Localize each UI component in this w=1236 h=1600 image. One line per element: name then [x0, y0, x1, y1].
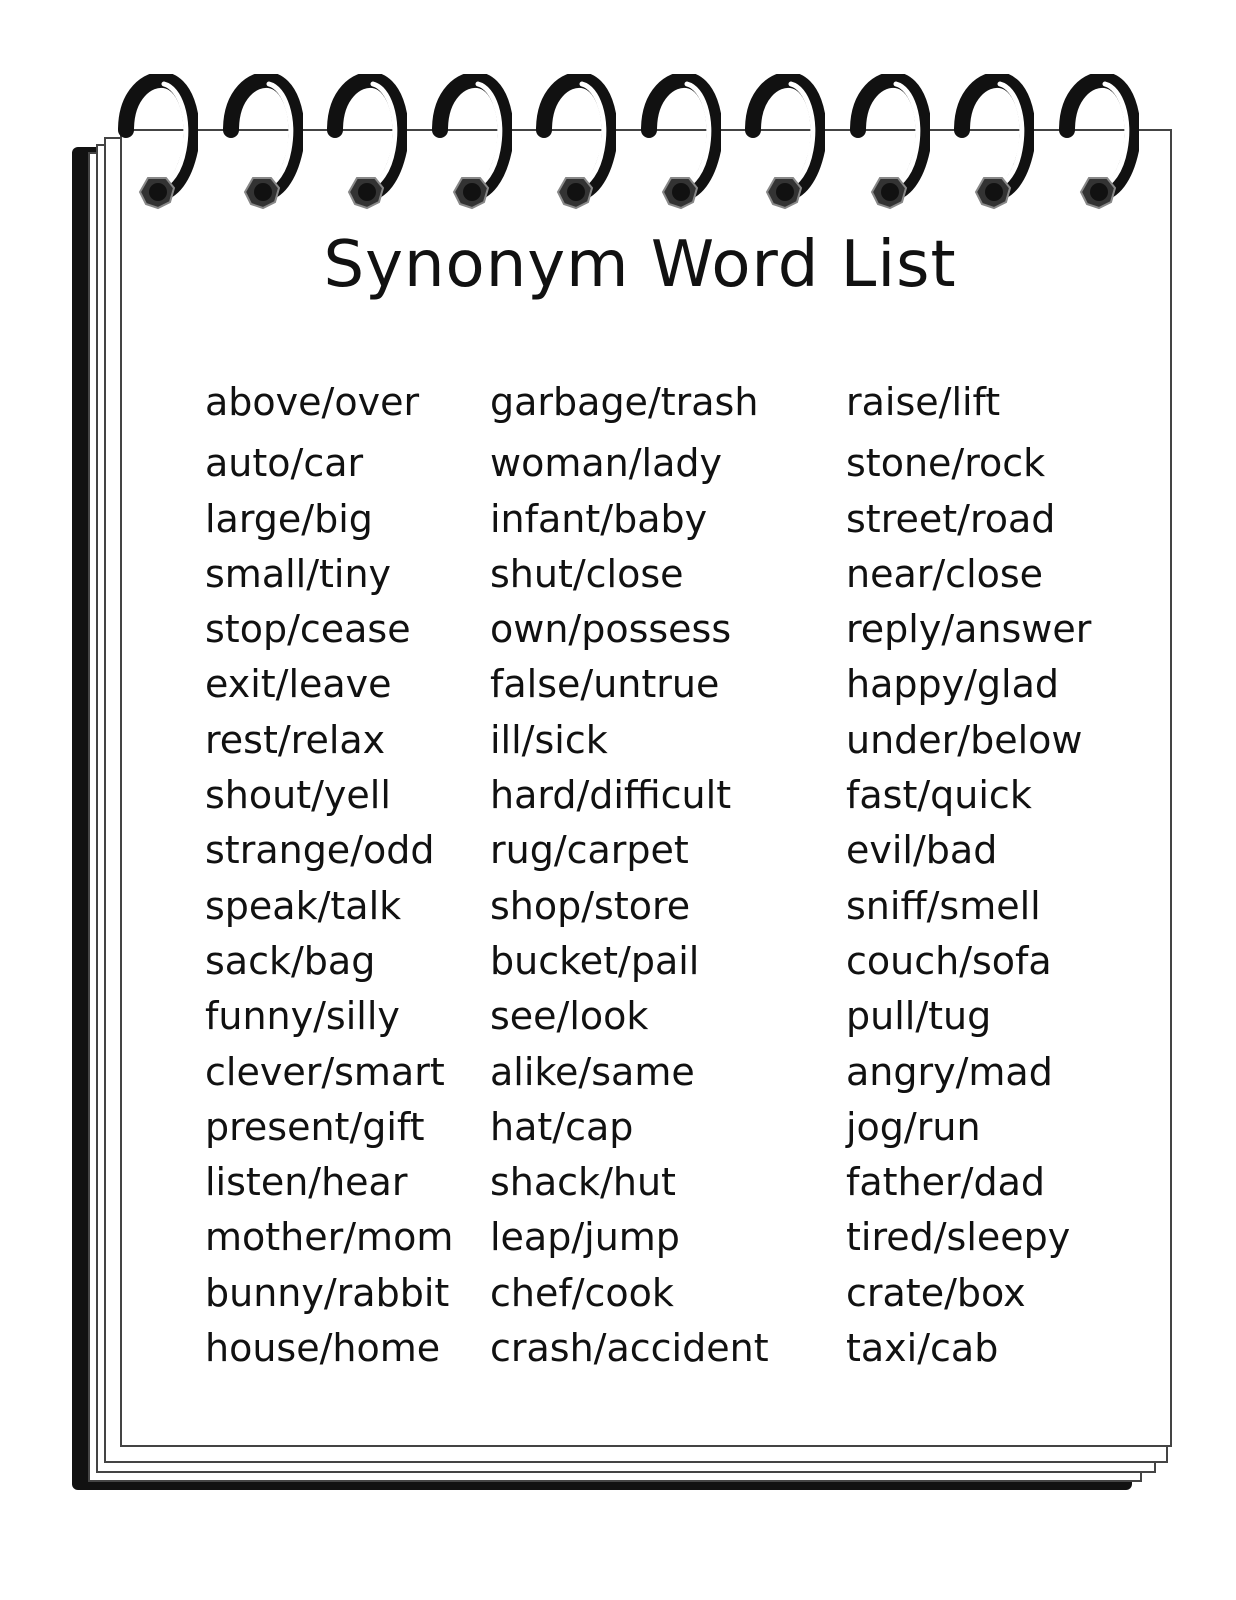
synonym-pair: mother/mom [205, 1215, 454, 1260]
spiral-ring-icon [536, 74, 616, 214]
synonym-pair: near/close [846, 551, 1044, 596]
spiral-ring-icon [432, 74, 512, 214]
synonym-pair: rest/relax [205, 717, 386, 762]
synonym-pair: reply/answer [846, 607, 1092, 652]
synonym-pair: speak/talk [205, 883, 402, 928]
synonym-pair: hard/difficult [490, 773, 732, 818]
synonym-pair: rug/carpet [490, 828, 689, 873]
page-title: Synonym Word List [323, 228, 957, 302]
synonym-pair: shout/yell [205, 773, 391, 818]
spiral-ring-icon [223, 74, 303, 214]
synonym-pair: auto/car [205, 441, 364, 486]
synonym-pair: father/dad [846, 1160, 1045, 1205]
synonym-pair: fast/quick [846, 773, 1032, 818]
spiral-ring-icon [641, 74, 721, 214]
word-column-2 [490, 375, 769, 1376]
synonym-pair: under/below [846, 717, 1083, 762]
spiral-ring-icon [850, 74, 930, 214]
synonym-pair: stone/rock [846, 441, 1046, 486]
synonym-pair: strange/odd [205, 828, 435, 873]
synonym-pair: tired/sleepy [846, 1215, 1071, 1260]
synonym-pair: crate/box [846, 1270, 1026, 1315]
spiral-ring-icon [1059, 74, 1139, 214]
synonym-pair: bunny/rabbit [205, 1270, 450, 1315]
synonym-pair: large/big [205, 496, 373, 541]
synonym-pair: false/untrue [490, 662, 720, 707]
synonym-pair: shack/hut [490, 1160, 676, 1205]
synonym-pair: see/look [490, 994, 649, 1039]
synonym-pair: listen/hear [205, 1160, 408, 1205]
synonym-pair: alike/same [490, 1049, 695, 1094]
spiral-ring-icon [118, 74, 198, 214]
synonym-pair: chef/cook [490, 1270, 674, 1315]
synonym-pair: crash/accident [490, 1326, 769, 1371]
synonym-pair: shut/close [490, 551, 684, 596]
synonym-pair: hat/cap [490, 1104, 634, 1149]
synonym-pair: angry/mad [846, 1049, 1053, 1094]
synonym-pair: present/gift [205, 1104, 425, 1149]
synonym-pair: evil/bad [846, 828, 998, 873]
synonym-pair: exit/leave [205, 662, 392, 707]
synonym-pair: infant/baby [490, 496, 708, 541]
spiral-ring-icon [954, 74, 1034, 214]
synonym-pair: funny/silly [205, 994, 400, 1039]
synonym-pair: garbage/trash [490, 380, 759, 424]
synonym-pair: couch/sofa [846, 938, 1052, 983]
synonym-pair: woman/lady [490, 441, 722, 486]
synonym-pair: bucket/pail [490, 938, 700, 983]
synonym-pair: own/possess [490, 607, 732, 652]
synonym-pair: sack/bag [205, 938, 376, 983]
synonym-pair: stop/cease [205, 607, 411, 652]
synonym-pair: shop/store [490, 883, 691, 928]
word-column-3 [846, 375, 1091, 1376]
synonym-pair: raise/lift [846, 380, 1001, 424]
synonym-pair: leap/jump [490, 1215, 680, 1260]
synonym-pair: above/over [205, 380, 420, 424]
synonym-pair: jog/run [846, 1104, 981, 1149]
synonym-pair: house/home [205, 1326, 441, 1371]
spiral-ring-icon [745, 74, 825, 214]
synonym-pair: taxi/cab [846, 1326, 999, 1371]
synonym-pair: ill/sick [490, 717, 608, 762]
synonym-pair: small/tiny [205, 551, 392, 596]
synonym-pair: street/road [846, 496, 1056, 541]
spiral-ring-icon [327, 74, 407, 214]
synonym-pair: clever/smart [205, 1049, 445, 1094]
word-column-1 [205, 375, 453, 1376]
synonym-pair: pull/tug [846, 994, 992, 1039]
synonym-pair: sniff/smell [846, 883, 1041, 928]
synonym-pair: happy/glad [846, 662, 1059, 707]
